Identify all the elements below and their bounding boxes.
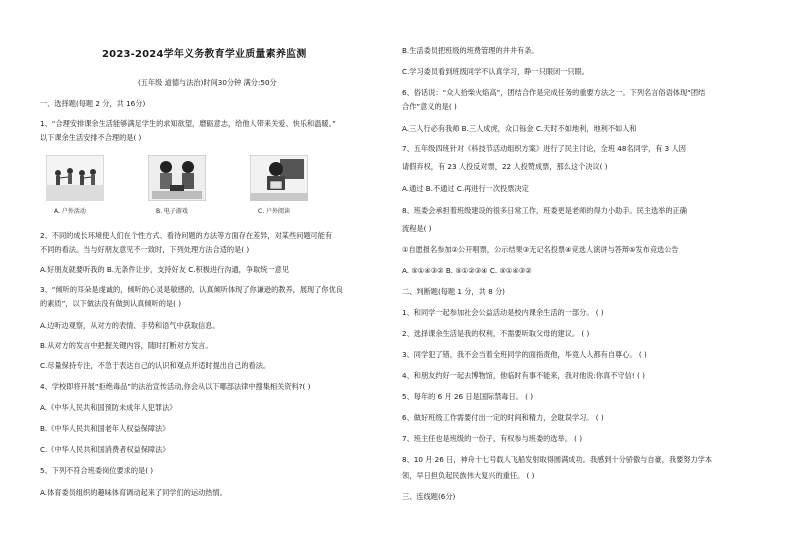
- q7-options: A.通过 B.不通过 C.再进行一次投票决定: [402, 184, 529, 193]
- q2-stem-line1: 2、不同的成长环境使人们在个性方式、看待问题的方法等方面存在差异，对某些问题可能有: [40, 231, 333, 240]
- q6-stem-line2: 合作”意义的是( ): [402, 102, 457, 111]
- q1-stem-line1: 1、“合理安排课余生活能够满足学生的求知欲望，磨砺意志，给他人带来关爱、快乐和温暖。”: [40, 119, 336, 128]
- q3-option-b: B.从对方的发言中把握关键内容，随时打断对方发言。: [40, 341, 213, 350]
- judge-item: 2、选择课余生活是我的权利，不需要听取父母的建议。 ( ): [402, 329, 590, 338]
- judge-item: 3、同学犯了错，我不会当着全班同学的面指责他，毕竟人人都有自尊心。 ( ): [402, 350, 647, 359]
- q3-stem-line2: 的素质”，以下做法没有做到认真倾听的是( ): [40, 299, 181, 308]
- q4-option-a: A.《中华人民共和国预防未成年人犯罪法》: [40, 403, 177, 412]
- q2-stem-line2: 不同的看法。当与好朋友意见不一致时，下列处理方法合适的是( ): [40, 245, 250, 254]
- q3-option-c: C.尽量保持专注，不急于表达自己的认识和观点并适时提出自己的看法。: [40, 361, 271, 370]
- q1-stem-line2: 以下课余生活安排不合理的是( ): [40, 133, 142, 142]
- section-matching-heading: 三、连线题(6分): [402, 492, 456, 501]
- q6-options: A.三人行必有我师 B.三人成虎，众口铄金 C.天时不如地利，地利不如人和: [402, 124, 637, 133]
- judge-item: 1、和同学一起参加社会公益活动是校内课余生活的一部分。 ( ): [402, 308, 604, 317]
- outdoor-reading-picture: [250, 155, 308, 201]
- q3-option-a: A.边听边观察，从对方的表情、手势和语气中获取信息。: [40, 321, 220, 330]
- q5-stem: 5、下列不符合班委岗位要求的是( ): [40, 466, 154, 475]
- caption-c: C. 户外阅读: [258, 208, 291, 215]
- q1-pictures: [40, 155, 350, 225]
- judge-item: 4、和朋友约好一起去博物馆，他临时有事不能来，我对他说:你真不守信! ( ): [402, 371, 645, 380]
- q5-option-b: B.生活委员把班级的班费管理的井井有条。: [402, 46, 539, 55]
- q8-options: A. ⑤①④③② B. ⑤①②③④ C. ⑤①④③②: [402, 266, 532, 275]
- caption-b: B. 电子游戏: [156, 208, 188, 215]
- section-judge-heading: 二、判断题(每题 1 分，共 8 分): [402, 287, 505, 296]
- q3-stem-line1: 3、“倾听的耳朵是虔诚的，倾听的心灵是敏感的，认真倾听体现了你谦逊的教养，展现了你优良: [40, 285, 343, 294]
- q2-options: A.好朋友就要听我的 B.无条件让步，支持好友 C.积极进行沟通，争取统一意见: [40, 265, 289, 274]
- q5-option-c: C.学习委员看到班级同学不认真学习，睁一只眼闭一只眼。: [402, 67, 589, 76]
- q5-option-a: A.体育委员组织的趣味体育调动起来了同学们的运动热情。: [40, 488, 227, 497]
- exam-title: 2023-2024学年义务教育学业质量素养监测: [102, 49, 307, 60]
- q4-option-c: C.《中华人民共和国消费者权益保障法》: [40, 445, 170, 454]
- judge-item-8-line2: 领，早日担负起民族伟大复兴的重任。 ( ): [402, 471, 535, 480]
- video-game-picture: [148, 155, 206, 201]
- section-choice-heading: 一、选择题(每题 2 分，共 16分): [40, 99, 146, 108]
- judge-item: 6、做好班级工作需要付出一定的时间和精力，会耽误学习。 ( ): [402, 413, 604, 422]
- q4-option-b: B.《中华人民共和国老年人权益保障法》: [40, 424, 170, 433]
- judge-item: 7、班主任也是班级的一份子，有权参与班委的选举。 ( ): [402, 434, 583, 443]
- q7-stem-line2: 请假弃权，有 23 人投反对票，22 人投赞成票，那么这个决议( ): [402, 162, 608, 171]
- q8-steps: ①自愿报名参加②公开唱票，公示结果③无记名投票④竞选人演讲与答辩⑤发布竞选公告: [402, 245, 679, 254]
- caption-a: A. 户外活动: [54, 208, 86, 215]
- q7-stem-line1: 7、五年级四班针对《科技节活动组织方案》进行了民主讨论，全班 48名同学，有 3 人因: [402, 144, 686, 153]
- exam-subtitle: (五年级 道德与法治)时间30分钟 满分:50分: [138, 78, 277, 87]
- q6-stem-line1: 6、俗话说：“众人拾柴火焰高”，团结合作是完成任务的重要方法之一。下列名言俗语体现“团结: [402, 88, 706, 97]
- q8-stem-line2: 流程是( ): [402, 224, 432, 233]
- judge-item-8-line1: 8、10 月 26 日，神舟十七号载人飞船发射取得圆满成功。我感到十分骄傲与自豪，我要努力学本: [402, 455, 713, 464]
- judge-item: 5、每年的 6 月 26 日是国际禁毒日。 ( ): [402, 392, 534, 401]
- q8-stem-line1: 8、班委会承担着班级建设的很多日常工作，班委更是老师的得力小助手。民主选举的正确: [402, 206, 687, 215]
- q4-stem: 4、学校即将开展“拒绝毒品”的法治宣传活动,你会从以下哪部法律中搜集相关资料?( ): [40, 382, 311, 391]
- outdoor-activity-picture: [46, 155, 104, 201]
